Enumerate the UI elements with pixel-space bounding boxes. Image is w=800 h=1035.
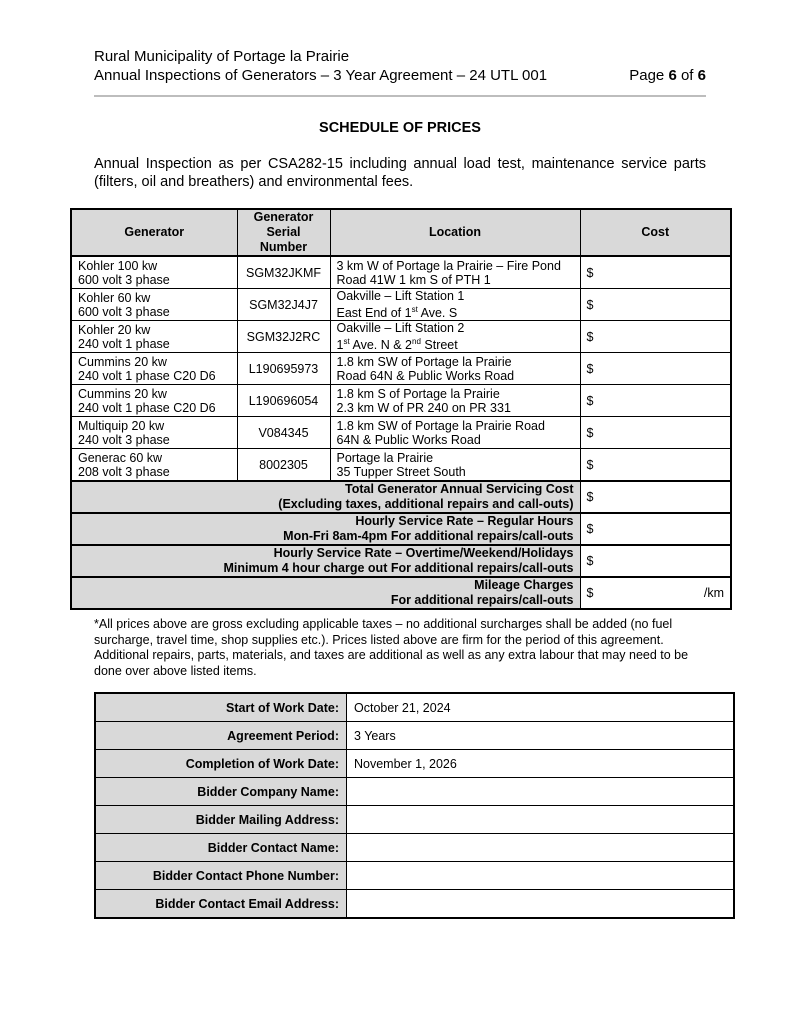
serial-cell: SGM32JKMF bbox=[237, 256, 330, 289]
location-cell: 1.8 km SW of Portage la Prairie Road 64N & Public Works Road bbox=[330, 417, 580, 449]
header-divider bbox=[94, 95, 706, 97]
total-label: Hourly Service Rate – Overtime/Weekend/Holidays Minimum 4 hour charge out For additional repairs/call-outs bbox=[71, 545, 580, 577]
unit-label: /km bbox=[703, 586, 724, 601]
total-cost-cell[interactable]: $ /km bbox=[580, 577, 731, 609]
generator-cell: Kohler 20 kw 240 volt 1 phase bbox=[71, 321, 237, 353]
info-value[interactable]: October 21, 2024 bbox=[347, 693, 735, 722]
info-value[interactable]: 3 Years bbox=[347, 722, 735, 750]
total-row bbox=[71, 481, 731, 513]
info-value[interactable] bbox=[347, 778, 735, 806]
total-label: Hourly Service Rate – Regular Hours Mon-Fri 8am-4pm For additional repairs/call-outs bbox=[71, 513, 580, 545]
column-header-location: Location bbox=[330, 209, 580, 256]
location-cell: Oakville – Lift Station 2 1st Ave. N & 2nd Street bbox=[330, 321, 580, 353]
total-row bbox=[71, 545, 731, 577]
cost-cell[interactable]: $ bbox=[580, 321, 731, 353]
generator-cell: Kohler 60 kw 600 volt 3 phase bbox=[71, 289, 237, 321]
cost-cell[interactable]: $ bbox=[580, 385, 731, 417]
info-label: Bidder Contact Email Address: bbox=[95, 890, 347, 919]
serial-cell: V084345 bbox=[237, 417, 330, 449]
info-row bbox=[95, 862, 734, 890]
generator-cell: Cummins 20 kw 240 volt 1 phase C20 D6 bbox=[71, 385, 237, 417]
info-label: Completion of Work Date: bbox=[95, 750, 347, 778]
info-row bbox=[95, 806, 734, 834]
table-row bbox=[71, 321, 731, 353]
total-cost-cell[interactable]: $ bbox=[580, 481, 731, 513]
info-row bbox=[95, 750, 734, 778]
cost-cell[interactable]: $ bbox=[580, 417, 731, 449]
total-label: Mileage Charges For additional repairs/call-outs bbox=[71, 577, 580, 609]
serial-cell: SGM32J2RC bbox=[237, 321, 330, 353]
info-value[interactable] bbox=[347, 862, 735, 890]
location-cell: Oakville – Lift Station 1 East End of 1st Ave. S bbox=[330, 289, 580, 321]
info-row bbox=[95, 834, 734, 862]
generator-cell: Cummins 20 kw 240 volt 1 phase C20 D6 bbox=[71, 353, 237, 385]
info-label: Bidder Company Name: bbox=[95, 778, 347, 806]
page-header bbox=[94, 47, 706, 85]
location-cell: 1.8 km S of Portage la Prairie 2.3 km W of PR 240 on PR 331 bbox=[330, 385, 580, 417]
price-table-header bbox=[71, 209, 731, 256]
page-title: SCHEDULE OF PRICES bbox=[319, 120, 481, 136]
generator-cell: Multiquip 20 kw 240 volt 3 phase bbox=[71, 417, 237, 449]
intro-paragraph: Annual Inspection as per CSA282-15 including annual load test, maintenance service parts (filters, oil and breathers) and environmental fees. bbox=[94, 156, 706, 190]
info-row bbox=[95, 778, 734, 806]
serial-cell: L190696054 bbox=[237, 385, 330, 417]
cost-cell[interactable]: $ bbox=[580, 256, 731, 289]
serial-cell: SGM32J4J7 bbox=[237, 289, 330, 321]
total-label: Total Generator Annual Servicing Cost (Excluding taxes, additional repairs and call-outs) bbox=[71, 481, 580, 513]
table-row bbox=[71, 353, 731, 385]
total-row bbox=[71, 577, 731, 609]
info-value[interactable] bbox=[347, 806, 735, 834]
generator-cell: Generac 60 kw 208 volt 3 phase bbox=[71, 449, 237, 482]
location-cell: Portage la Prairie 35 Tupper Street South bbox=[330, 449, 580, 482]
column-header-serial: Generator Serial Number bbox=[237, 209, 330, 256]
column-header-generator: Generator bbox=[71, 209, 237, 256]
page-number: Page 6 of 6 bbox=[629, 67, 706, 84]
info-label: Bidder Mailing Address: bbox=[95, 806, 347, 834]
table-row bbox=[71, 449, 731, 482]
generator-cell: Kohler 100 kw 600 volt 3 phase bbox=[71, 256, 237, 289]
info-value[interactable] bbox=[347, 834, 735, 862]
org-name: Rural Municipality of Portage la Prairie bbox=[94, 48, 350, 65]
info-label: Agreement Period: bbox=[95, 722, 347, 750]
total-cost-cell[interactable]: $ bbox=[580, 545, 731, 577]
serial-cell: 8002305 bbox=[237, 449, 330, 482]
location-cell: 3 km W of Portage la Prairie – Fire Pond Road 41W 1 km S of PTH 1 bbox=[330, 256, 580, 289]
info-value[interactable] bbox=[347, 890, 735, 919]
table-row bbox=[71, 385, 731, 417]
info-label: Bidder Contact Phone Number: bbox=[95, 862, 347, 890]
cost-cell[interactable]: $ bbox=[580, 449, 731, 482]
info-row bbox=[95, 722, 734, 750]
pricing-note: *All prices above are gross excluding applicable taxes – no additional surcharges shall be added (no fuel surcharge, travel time, shop supplies etc.). Prices listed above are firm for the period of this agreement. Additional repairs, parts, materials, and taxes are additional as well as any extra labour that may need to be done over above listed items. bbox=[94, 617, 689, 678]
info-label: Bidder Contact Name: bbox=[95, 834, 347, 862]
bidder-info-table bbox=[94, 692, 735, 919]
column-header-cost: Cost bbox=[580, 209, 731, 256]
info-row bbox=[95, 693, 734, 722]
table-row bbox=[71, 289, 731, 321]
document-title bbox=[94, 66, 706, 85]
cost-cell[interactable]: $ bbox=[580, 289, 731, 321]
total-cost-cell[interactable]: $ bbox=[580, 513, 731, 545]
info-row bbox=[95, 890, 734, 919]
table-row bbox=[71, 417, 731, 449]
serial-cell: L190695973 bbox=[237, 353, 330, 385]
info-label: Start of Work Date: bbox=[95, 693, 347, 722]
location-cell: 1.8 km SW of Portage la Prairie Road 64N & Public Works Road bbox=[330, 353, 580, 385]
info-value[interactable]: November 1, 2026 bbox=[347, 750, 735, 778]
cost-cell[interactable]: $ bbox=[580, 353, 731, 385]
total-row bbox=[71, 513, 731, 545]
table-row bbox=[71, 256, 731, 289]
document-title-text: Annual Inspections of Generators – 3 Year Agreement – 24 UTL 001 bbox=[94, 67, 548, 84]
price-table bbox=[70, 208, 732, 610]
